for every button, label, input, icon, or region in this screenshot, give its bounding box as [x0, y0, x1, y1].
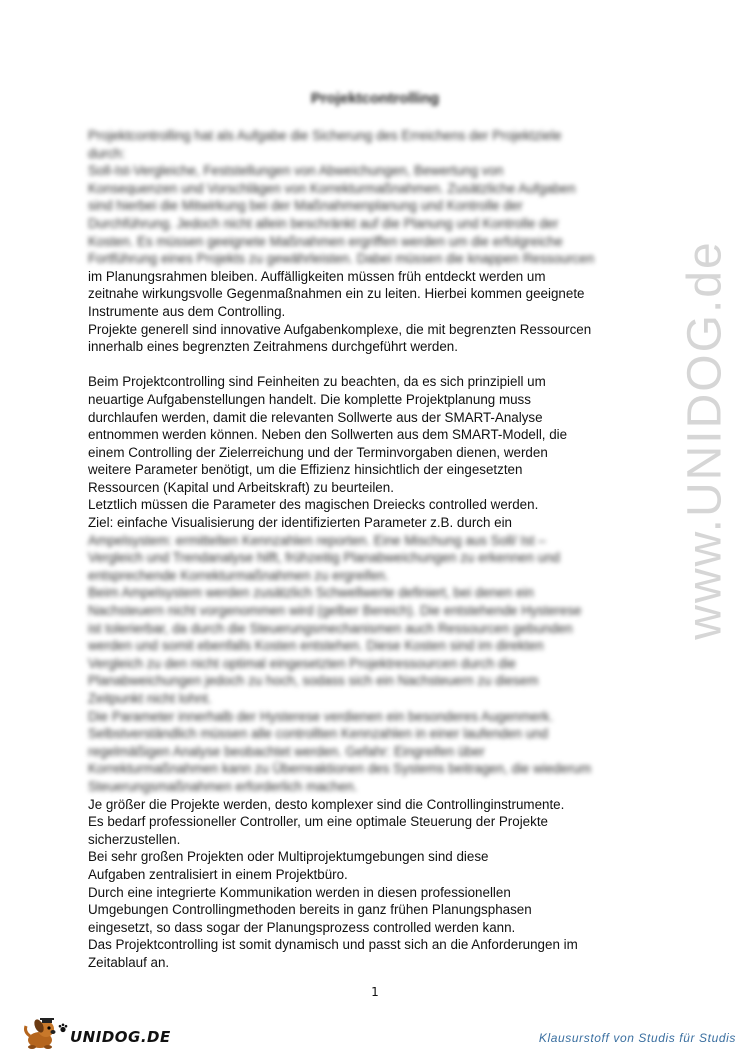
text-line: sind hierbei die Mitwirkung bei der Maßnahmenplanung und Kontrolle der [88, 198, 523, 214]
watermark: www.UNIDOG.de [678, 240, 732, 640]
text-line: entsprechende Korrekturmaßnahmen zu ergreifen. [88, 567, 389, 583]
text-line: sicherzustellen. [88, 831, 181, 847]
text-line: Je größer die Projekte werden, desto komplexer sind die Controllinginstrumente. [88, 796, 565, 812]
text-line: Planabweichungen jedoch zu hoch, sodass sich ein Nachsteuern zu diesem [88, 673, 539, 689]
document-title: Projektcontrolling [310, 90, 440, 107]
text-line: Beim Ampelsystem werden zusätzlich Schwellwerte definiert, bei denen ein [88, 585, 534, 601]
text-line: einem Controlling der Zielerreichung und der Terminvorgaben dienen, werden [88, 444, 548, 460]
text-line: Projektcontrolling hat als Aufgabe die Sicherung des Erreichens der Projektziele [88, 128, 562, 143]
text-line: Durchführung. Jedoch nicht allein beschränkt auf die Planung und Kontrolle der [88, 215, 559, 231]
text-line: durchlaufen werden, damit die relevanten Sollwerte aus der SMART-Analyse [88, 409, 543, 425]
text-line: im Planungsrahmen bleiben. Auffälligkeiten müssen früh entdeckt werden um [88, 268, 546, 284]
page-number: 1 [371, 985, 379, 999]
text-line: Nachsteuern nicht vorgenommen wird (gelber Bereich). Die entstehende Hysterese [88, 603, 582, 619]
text-line: Ressourcen (Kapital und Arbeitskraft) zu beurteilen. [88, 479, 394, 495]
text-line: Korrekturmaßnahmen kann zu Überreaktionen des Systems beitragen, die wiederum [88, 761, 592, 777]
text-line: Bei sehr großen Projekten oder Multiprojektumgebungen sind diese [88, 849, 489, 865]
text-line: Selbstverständlich müssen alle controllten Kennzahlen in einer laufenden und [88, 726, 549, 742]
text-line: Letztlich müssen die Parameter des magischen Dreiecks controlled werden. [88, 497, 539, 513]
paw-icon [58, 1023, 68, 1033]
text-line: neuartige Aufgabenstellungen handelt. Die komplette Projektplanung muss [88, 391, 531, 407]
text-line: Das Projektcontrolling ist somit dynamisch und passt sich an die Anforderungen im [88, 937, 578, 953]
text-line: zeitnahe wirkungsvolle Gegenmaßnahmen ein zu leiten. Hierbei kommen geeignete [88, 286, 585, 302]
text-line: Zeitablauf an. [88, 954, 170, 970]
text-line: Steuerungsmaßnahmen erforderlich machen. [88, 778, 358, 794]
text-line: regelmäßigen Analyse beobachtet werden. Gefahr: Eingreifen über [88, 743, 485, 759]
text-line: Zeitpunkt nicht lohnt. [88, 691, 212, 706]
text-line: ist tolerierbar, da durch die Steuerungsmechanismen auch Ressourcen gebunden [88, 620, 573, 636]
unidog-logo [22, 1012, 171, 1052]
footer-tagline: Klausurstoff von Studis für Studis [538, 1031, 736, 1045]
text-line: durch: [88, 145, 126, 161]
text-line: Soll-Ist-Vergleiche, Feststellungen von Abweichungen, Bewertung von [88, 163, 504, 179]
text-line: Beim Projektcontrolling sind Feinheiten zu beachten, da es sich prinzipiell um [88, 374, 546, 390]
text-line: Vergleich und Trendanalyse hilft, frühzeitig Planabweichungen zu erkennen und [88, 550, 560, 566]
text-line: Die Parameter innerhalb der Hysterese verdienen ein besonderes Augenmerk. [88, 708, 554, 724]
text-line: Fortführung eines Projekts zu gewährleisten. Dabei müssen die knappen Ressourcen [88, 251, 595, 267]
text-line: Kosten. Es müssen geeignete Maßnahmen ergriffen werden um die erfolgreiche [88, 233, 563, 249]
text-line: Aufgaben zentralisiert in einem Projektbüro. [88, 866, 348, 882]
document-body [88, 127, 688, 972]
text-line: werden und somit ebenfalls Kosten entstehen. Diese Kosten sind im direkten [88, 638, 544, 654]
dog-mascot-icon [22, 1014, 60, 1050]
text-line: eingesetzt, so dass sogar der Planungsprozess controlled werden kann. [88, 919, 516, 935]
text-line: Ziel: einfache Visualisierung der identifizierten Parameter z.B. durch ein [88, 515, 513, 531]
text-line: Vergleich zu den nicht optimal eingesetzten Projektressourcen durch die [88, 655, 517, 671]
text-line: Instrumente aus dem Controlling. [88, 303, 286, 319]
text-line: innerhalb eines begrenzten Zeitrahmens durchgeführt werden. [88, 339, 458, 355]
text-line: Projekte generell sind innovative Aufgabenkomplexe, die mit begrenzten Ressourcen [88, 321, 592, 337]
text-line: Konsequenzen und Vorschlägen von Korrekturmaßnahmen. Zusätzliche Aufgaben [88, 180, 576, 196]
text-line: Es bedarf professioneller Controller, um eine optimale Steuerung der Projekte [88, 814, 548, 830]
text-line: Durch eine integrierte Kommunikation werden in diesen professionellen [88, 884, 511, 900]
text-line: Umgebungen Controllingmethoden bereits in ganz frühen Planungsphasen [88, 902, 532, 918]
text-line: weitere Parameter benötigt, um die Effizienz hinsichtlich der eingesetzten [88, 462, 523, 478]
logo-text: UNIDOG.DE [70, 1028, 171, 1046]
text-line: entnommen werden können. Neben den Sollwerten aus dem SMART-Modell, die [88, 427, 568, 443]
paragraph-gap [88, 356, 688, 374]
text-line: Ampelsystem: ermittelten Kennzahlen reporten. Eine Mischung aus Soll/ Ist – [88, 532, 546, 548]
